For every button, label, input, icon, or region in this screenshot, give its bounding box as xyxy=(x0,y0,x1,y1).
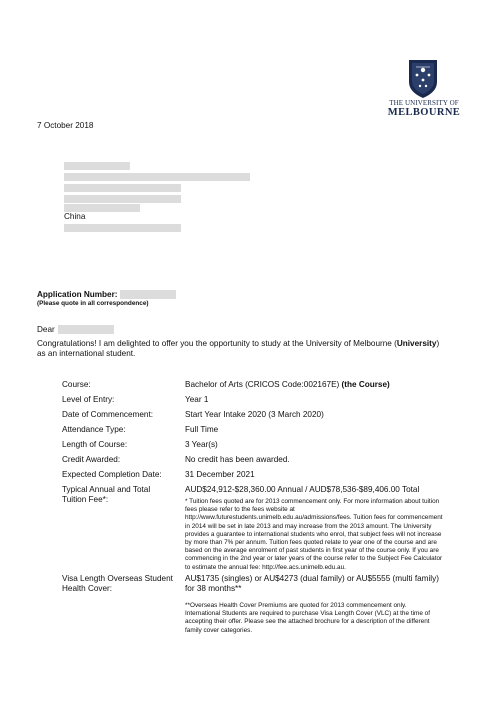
address-redaction-6 xyxy=(64,224,181,232)
level-value: Year 1 xyxy=(185,395,209,404)
commencement-value: Start Year Intake 2020 (3 March 2020) xyxy=(185,410,324,419)
level-label: Level of Entry: xyxy=(62,395,115,404)
visa-value-line2: for 38 months** xyxy=(185,584,242,593)
tuition-label-line2: Tuition Fee*: xyxy=(62,495,109,504)
visa-notes xyxy=(185,602,485,635)
tuition-note-line: to estimate the annual fee: http://fee.acs.unimelb.edu.au. xyxy=(185,563,346,571)
application-note: (Please quote in all correspondence) xyxy=(37,300,149,307)
intro-university: University xyxy=(396,339,437,348)
attendance-value: Full Time xyxy=(185,425,219,434)
university-name-line2: MELBOURNE xyxy=(387,107,461,118)
application-number-label: Application Number: xyxy=(37,290,118,299)
course-label: Course: xyxy=(62,380,91,389)
address-redaction-2 xyxy=(64,173,250,181)
completion-label: Expected Completion Date: xyxy=(62,470,162,479)
tuition-note-line: provides a guarantee to international students who enrol, that subject fees will not increase xyxy=(185,530,442,538)
tuition-label-line1: Typical Annual and Total xyxy=(62,485,151,494)
commencement-label: Date of Commencement: xyxy=(62,410,154,419)
visa-note-line: family cover categories. xyxy=(185,626,253,634)
length-value: 3 Year(s) xyxy=(185,440,218,449)
visa-label-line2: Health Cover: xyxy=(62,584,113,593)
visa-note-line: International Students are required to purchase Visa Length Cover (VLC) at the time of xyxy=(185,610,430,618)
visa-note-line: **Overseas Health Cover Premiums are quoted for 2013 commencement only. xyxy=(185,602,407,609)
course-term: (the Course) xyxy=(341,380,390,389)
course-name: Bachelor of Arts (CRICOS Code:002167E) xyxy=(185,380,342,389)
tuition-note-line: by more than 7% per annum. Tuition fees quoted relate to year one of the course and are xyxy=(185,539,437,547)
tuition-label xyxy=(62,485,150,505)
visa-label-line1: Visa Length Overseas Student xyxy=(62,574,173,583)
tuition-note-line: * Tuition fees quoted are for 2013 commencement only. For more information about tuition xyxy=(185,498,440,505)
address-redaction-5 xyxy=(64,204,140,212)
intro-paragraph xyxy=(37,339,477,359)
intro-text-1: Congratulations! I am delighted to offer you the opportunity to study at the University of Melbourne ( xyxy=(37,339,397,348)
visa-note-line: accepting their offer. Please see the attached brochure for a description of the different xyxy=(185,618,430,626)
tuition-note-line: fees please refer to the fees website at xyxy=(185,506,295,514)
address-redaction-3 xyxy=(64,184,181,192)
visa-label xyxy=(62,574,173,594)
intro-text-2: ) xyxy=(436,339,440,348)
salutation: Dear xyxy=(37,325,55,334)
application-number-redaction xyxy=(120,290,176,299)
credit-label: Credit Awarded: xyxy=(62,455,121,464)
visa-value-line1: AU$1735 (singles) or AU$4273 (dual family) or AU$5555 (multi family) xyxy=(185,574,439,583)
intro-text-line2: as an international student. xyxy=(37,349,136,358)
attendance-label: Attendance Type: xyxy=(62,425,126,434)
course-value xyxy=(185,380,390,389)
university-name-line1: THE UNIVERSITY OF xyxy=(389,99,459,107)
credit-value: No credit has been awarded. xyxy=(185,455,290,464)
recipient-name-redaction xyxy=(58,325,114,334)
length-label: Length of Course: xyxy=(62,440,128,449)
tuition-note-line: based on the average enrolment of past students in first year of the course only. If you are xyxy=(185,547,439,555)
address-redaction-4 xyxy=(64,195,181,203)
completion-value: 31 December 2021 xyxy=(185,470,255,479)
address-redaction-1 xyxy=(64,162,130,170)
tuition-note-line: in 2014 will be set in late 2013 and may increase from the 2013 amount. The University xyxy=(185,522,432,530)
tuition-note-line: commencing in the 2nd year or later years of the course refer to the Subject Fee Calculator xyxy=(185,555,443,563)
visa-value xyxy=(185,574,439,594)
letter-date: 7 October 2018 xyxy=(37,121,94,130)
tuition-note-line: http://www.futurestudents.unimelb.edu.au/admissions/fees. Tuition fees for commencement xyxy=(185,514,443,522)
tuition-value: AUD$24,912-$28,360.00 Annual / AUD$78,536-$89,406.00 Total xyxy=(185,485,420,494)
tuition-notes xyxy=(185,498,485,572)
address-country: China xyxy=(64,212,86,221)
